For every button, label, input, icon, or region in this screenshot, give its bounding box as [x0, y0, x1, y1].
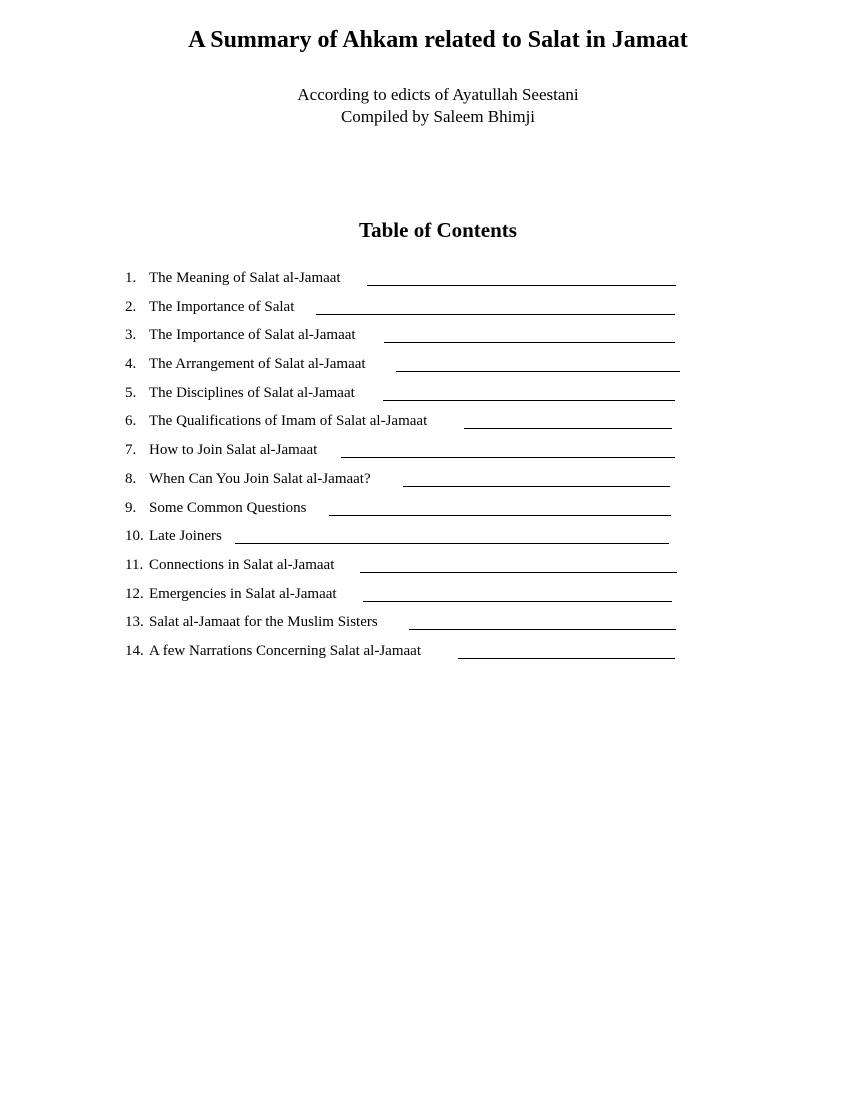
toc-item-number: 6. [125, 413, 137, 430]
toc-item-number: 9. [125, 499, 137, 516]
toc-heading: Table of Contents [359, 218, 517, 242]
toc-item-title: The Meaning of Salat al-Jamaat [149, 270, 341, 286]
toc-item-title: The Disciplines of Salat al-Jamaat [149, 384, 355, 401]
toc-leader-line [363, 601, 672, 602]
toc-item-3 [125, 323, 685, 352]
toc-item-5 [125, 381, 685, 410]
toc-item-title: A few Narrations Concerning Salat al-Jamaat [149, 642, 421, 659]
toc-item-title: Salat al-Jamaat for the Muslim Sisters [149, 614, 378, 631]
toc-item-6 [125, 409, 685, 438]
toc-item-11 [125, 553, 685, 582]
toc-item-number: 7. [125, 442, 137, 459]
toc-item-10 [125, 524, 685, 553]
toc-item-title: Late Joiners [149, 528, 222, 545]
toc-item-number: 1. [125, 270, 137, 286]
subtitle-edicts: According to edicts of Ayatullah Seestani [297, 85, 579, 104]
toc-leader-line [316, 314, 675, 315]
toc-item-title: The Qualifications of Imam of Salat al-Jamaat [149, 413, 428, 430]
toc-leader-line [458, 658, 675, 659]
toc-item-number: 13. [125, 614, 144, 631]
toc-item-number: 3. [125, 327, 137, 344]
table-of-contents [125, 266, 685, 668]
toc-item-title: Some Common Questions [149, 499, 307, 516]
toc-item-2 [125, 295, 685, 324]
toc-item-title: How to Join Salat al-Jamaat [149, 442, 318, 459]
toc-leader-line [464, 428, 672, 429]
toc-item-4 [125, 352, 685, 381]
toc-item-number: 11. [125, 556, 144, 573]
toc-item-12 [125, 582, 685, 611]
toc-item-title: When Can You Join Salat al-Jamaat? [149, 470, 371, 487]
toc-leader-line [409, 629, 676, 630]
toc-leader-line [367, 285, 676, 286]
document-subtitle [0, 84, 850, 128]
toc-item-number: 5. [125, 384, 137, 401]
toc-item-title: Emergencies in Salat al-Jamaat [149, 585, 337, 602]
toc-leader-line [403, 486, 670, 487]
toc-leader-line [329, 515, 671, 516]
toc-item-7 [125, 438, 685, 467]
toc-leader-line [360, 572, 677, 573]
toc-item-number: 4. [125, 356, 137, 373]
toc-item-9 [125, 496, 685, 525]
toc-leader-line [235, 543, 669, 544]
toc-leader-line [384, 342, 675, 343]
toc-leader-line [396, 371, 680, 372]
toc-item-8 [125, 467, 685, 496]
toc-item-number: 2. [125, 298, 137, 315]
toc-item-title: Connections in Salat al-Jamaat [149, 556, 335, 573]
subtitle-compiler: Compiled by Saleem Bhimji [340, 107, 536, 126]
toc-item-number: 14. [125, 642, 144, 659]
toc-item-title: The Arrangement of Salat al-Jamaat [149, 356, 366, 373]
toc-item-number: 8. [125, 470, 137, 487]
toc-item-title: The Importance of Salat al-Jamaat [149, 327, 356, 344]
toc-item-13 [125, 610, 685, 639]
toc-item-number: 12. [125, 585, 144, 602]
toc-leader-line [383, 400, 675, 401]
toc-item-14 [125, 639, 685, 668]
document-title: A Summary of Ahkam related to Salat in Jamaat [188, 27, 688, 53]
toc-leader-line [341, 457, 675, 458]
toc-item-title: The Importance of Salat [149, 298, 295, 315]
toc-item-number: 10. [125, 528, 144, 545]
toc-item-1 [125, 266, 685, 295]
